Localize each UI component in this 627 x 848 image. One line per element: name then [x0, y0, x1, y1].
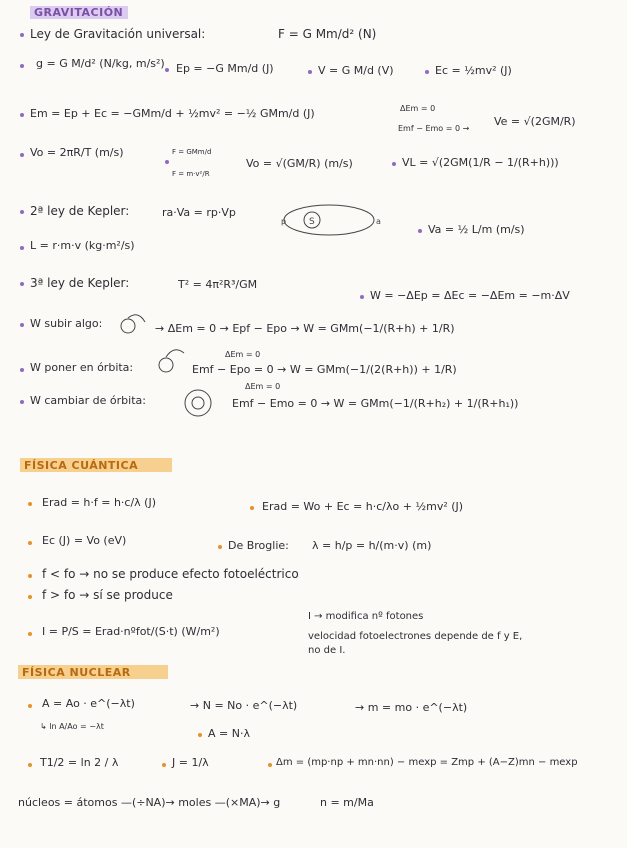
bullet	[20, 282, 24, 286]
kepler2-label: 2ª ley de Kepler:	[30, 204, 130, 218]
formula-n: n = m/Ma	[320, 796, 374, 809]
bullet	[28, 763, 32, 767]
fc-1: F = GMm/d	[172, 148, 212, 156]
subir-label: W subir algo:	[30, 317, 103, 330]
section-heading-gravitacion: GRAVITACIÓN	[34, 6, 124, 19]
bullet	[28, 574, 32, 578]
bullet	[198, 733, 202, 737]
cambiar-formula: Emf − Emo = 0 → W = GMm(−1/(R+h₂) + 1/(R+h₁))	[232, 397, 519, 410]
bullet	[250, 506, 254, 510]
note-1: I → modifica nº fotones	[308, 611, 424, 622]
bullet	[360, 295, 364, 299]
bullet	[268, 763, 272, 767]
formula-intensity: I = P/S = Erad·nºfot/(S·t) (W/m²)	[42, 625, 220, 638]
f-less-fo: f < fo → no se produce efecto fotoeléctrico	[42, 567, 299, 581]
bullet	[20, 400, 24, 404]
ley-gravitacion-formula: F = G Mm/d² (N)	[278, 27, 377, 41]
poner-formula: Emf − Epo = 0 → W = GMm(−1/(2(R+h)) + 1/R)	[192, 363, 457, 376]
bullet	[20, 153, 24, 157]
formula-J: J = 1/λ	[172, 756, 209, 769]
bullet	[165, 160, 169, 164]
formula-erad2: Erad = Wo + Ec = h·c/λo + ½mv² (J)	[262, 500, 464, 513]
formula-v: V = G M/d (V)	[318, 64, 394, 77]
formula-m: → m = mo · e^(−λt)	[355, 701, 468, 714]
bullet	[425, 70, 429, 74]
broglie-formula: λ = h/p = h/(m·v) (m)	[312, 539, 432, 552]
bullet	[28, 632, 32, 636]
ley-gravitacion-label: Ley de Gravitación universal:	[30, 27, 206, 41]
bullet	[20, 323, 24, 327]
bullet	[20, 210, 24, 214]
poner-diagram	[156, 345, 186, 375]
bullet	[165, 68, 169, 72]
bullet	[20, 246, 24, 250]
formula-em: Em = Ep + Ec = −GMm/d + ½mv² = −½ GMm/d (J)	[30, 107, 315, 120]
work-relation: W = −ΔEp = ΔEc = −ΔEm = −m·ΔV	[370, 289, 570, 302]
formula-N: → N = No · e^(−λt)	[190, 699, 298, 712]
note-3: no de I.	[308, 645, 346, 656]
subir-diagram	[118, 312, 148, 336]
subir-formula: → ΔEm = 0 → Epf − Epo → W = GMm(−1/(R+h) + 1/R)	[155, 322, 455, 335]
formula-vo2: Vo = √(GM/R) (m/s)	[246, 157, 353, 170]
formula-L: L = r·m·v (kg·m²/s)	[30, 239, 135, 252]
bullet	[20, 368, 24, 372]
conversion-chain: núcleos = átomos —(÷NA)→ moles —(×MA)→ g	[18, 796, 281, 809]
bullet	[28, 704, 32, 708]
formula-t12: T1/2 = ln 2 / λ	[40, 756, 119, 769]
section-heading-cuantica: FÍSICA CUÁNTICA	[24, 459, 139, 472]
bullet	[218, 545, 222, 549]
orbit-perihelion-label: p	[281, 217, 287, 226]
ve-note-1: ΔEm = 0	[400, 104, 436, 113]
fc-2: F = m·v²/R	[172, 170, 210, 178]
formula-dm: Δm = (mp·np + mn·nn) − mexp = Zmp + (A−Z)mn − mexp	[276, 757, 578, 768]
orbit-diagram	[282, 200, 382, 240]
formula-ln: ↳ ln A/Ao = −λt	[40, 722, 104, 731]
formula-vo: Vo = 2πR/T (m/s)	[30, 146, 124, 159]
f-greater-fo: f > fo → sí se produce	[42, 588, 173, 602]
formula-A2: A = N·λ	[208, 727, 250, 740]
bullet	[20, 64, 24, 68]
bullet	[28, 502, 32, 506]
formula-vl: VL = √(2GM(1/R − 1/(R+h)))	[402, 156, 559, 169]
orbit-sun-label: S	[309, 217, 315, 227]
kepler3-label: 3ª ley de Kepler:	[30, 276, 130, 290]
orbit-aphelion-label: a	[376, 217, 381, 226]
bullet	[28, 541, 32, 545]
cambiar-top: ΔEm = 0	[245, 382, 281, 391]
cambiar-diagram	[178, 383, 218, 419]
ve-note-2: Emf − Emo = 0 →	[398, 124, 470, 133]
formula-va: Va = ½ L/m (m/s)	[428, 223, 525, 236]
kepler3-formula: T² = 4π²R³/GM	[178, 278, 258, 291]
bullet	[418, 229, 422, 233]
formula-erad1: Erad = h·f = h·c/λ (J)	[42, 496, 157, 509]
formula-A: A = Ao · e^(−λt)	[42, 697, 135, 710]
formula-g: g = G M/d² (N/kg, m/s²)	[36, 57, 165, 70]
note-2: velocidad fotoelectrones depende de f y E,	[308, 631, 523, 642]
bullet	[162, 763, 166, 767]
formula-ep: Ep = −G Mm/d (J)	[176, 62, 274, 75]
broglie-label: De Broglie:	[228, 539, 289, 552]
bullet	[308, 70, 312, 74]
bullet	[20, 33, 24, 37]
formula-ec-ev: Ec (J) = Vo (eV)	[42, 534, 127, 547]
formula-ec: Ec = ½mv² (J)	[435, 64, 512, 77]
formula-ve: Ve = √(2GM/R)	[494, 115, 576, 128]
kepler2-formula: ra·Va = rp·Vp	[162, 206, 236, 219]
cambiar-label: W cambiar de órbita:	[30, 394, 146, 407]
bullet	[20, 113, 24, 117]
section-heading-nuclear: FÍSICA NUCLEAR	[22, 666, 131, 679]
poner-label: W poner en órbita:	[30, 361, 134, 374]
poner-top: ΔEm = 0	[225, 350, 261, 359]
bullet	[28, 595, 32, 599]
bullet	[392, 162, 396, 166]
